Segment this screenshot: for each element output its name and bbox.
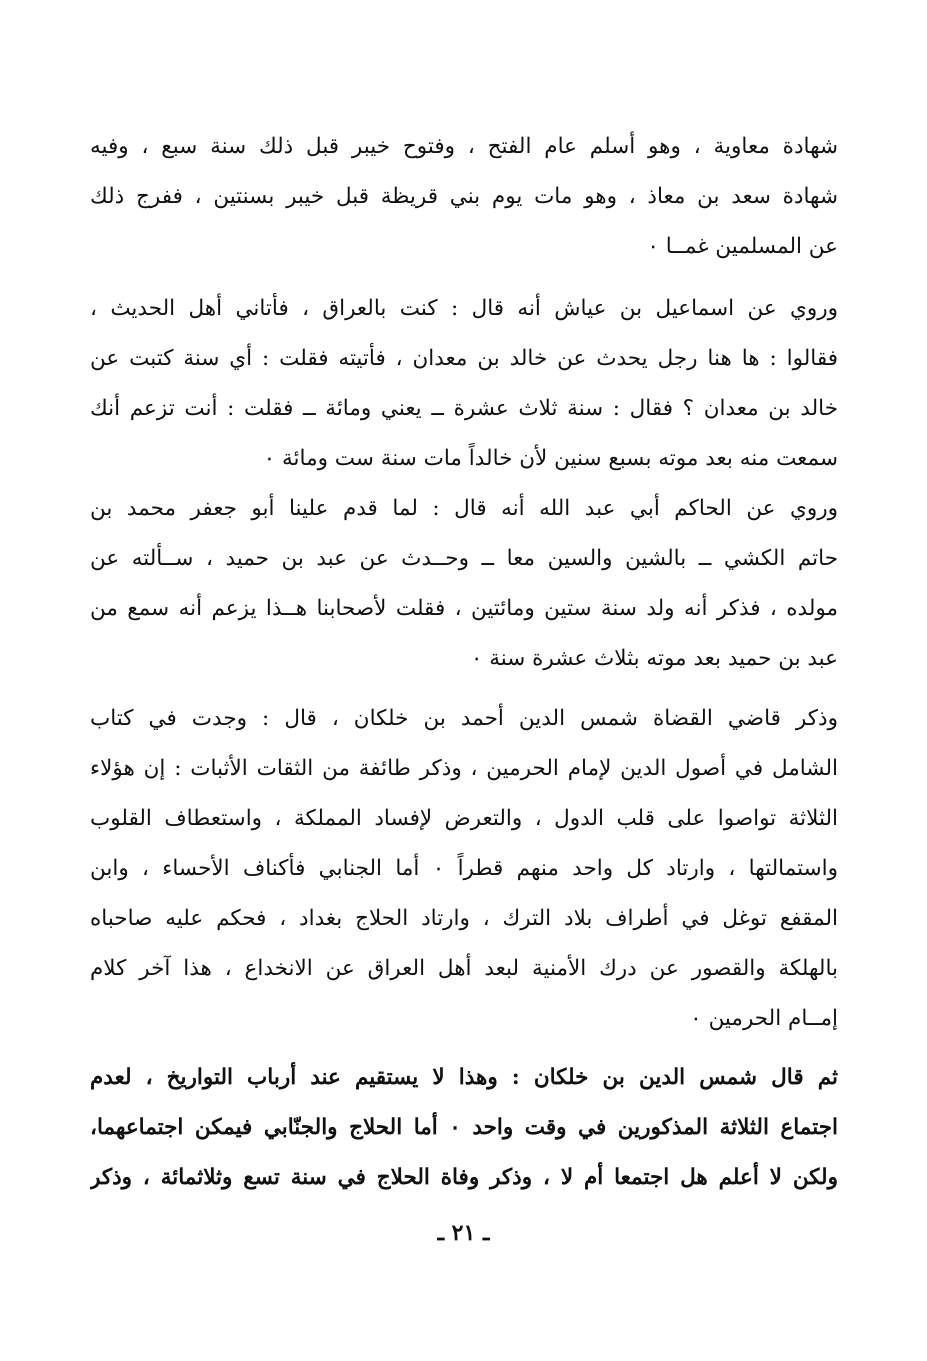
paragraph-2 (90, 284, 838, 484)
text-line: وذكر قاضي القضاة شمس الدين أحمد بن خلكان ، قال : وجدت في كتاب (90, 706, 838, 731)
paragraph-3 (90, 484, 838, 684)
page-number: ـ ٢١ ـ (437, 1220, 490, 1246)
paragraph-1 (90, 122, 838, 272)
text-line: الثلاثة تواصوا على قلب الدول ، والتعرض لإفساد المملكة ، واستعطاف القلوب (90, 806, 838, 831)
text-line: شهادة معاوية ، وهو أسلم عام الفتح ، وفتوح خيبر قبل ذلك سنة سبع ، وفيه (90, 134, 838, 159)
paragraph-4 (90, 694, 838, 1044)
paragraph-5 (90, 1053, 838, 1203)
text-line: اجتماع الثلاثة المذكورين في وقت واحد ٠ أما الحلاج والجنّابي فيمكن اجتماعهما، (90, 1115, 838, 1140)
text-line: ولكن لا أعلم هل اجتمعا أم لا ، وذكر وفاة الحلاج في سنة تسع وثلاثمائة ، وذكر (90, 1165, 838, 1190)
text-line: عن المسلمين غمــا ٠ (647, 234, 838, 259)
text-line: مولده ، فذكر أنه ولد سنة ستين ومائتين ، فقلت لأصحابنا هــذا يزعم أنه سمع من (90, 596, 838, 621)
text-line: حاتم الكشي ــ بالشين والسين معا ــ وحــدث عن عبد بن حميد ، ســألته عن (90, 546, 838, 571)
text-line: إمــام الحرمين ٠ (690, 1006, 838, 1031)
text-line: عبد بن حميد بعد موته بثلاث عشرة سنة ٠ (470, 646, 838, 671)
text-line: الشامل في أصول الدين لإمام الحرمين ، وذكر طائفة من الثقات الأثبات : إن هؤلاء (90, 756, 838, 781)
text-line: المقفع توغل في أطراف بلاد الترك ، وارتاد الحلاج بغداد ، فحكم عليه صاحباه (90, 906, 838, 931)
text-line: وروي عن اسماعيل بن عياش أنه قال : كنت بالعراق ، فأتاني أهل الحديث ، (90, 296, 838, 321)
text-line: خالد بن معدان ؟ فقال : سنة ثلاث عشرة ــ يعني ومائة ــ فقلت : أنت تزعم أنك (90, 396, 838, 421)
text-line: واستمالتها ، وارتاد كل واحد منهم قطراً ٠ أما الجنابي فأكناف الأحساء ، وابن (90, 856, 838, 881)
text-line: ثم قال شمس الدين بن خلكان : وهذا لا يستقيم عند أرباب التواريخ ، لعدم (90, 1065, 838, 1090)
text-line: وروي عن الحاكم أبي عبد الله أنه قال : لما قدم علينا أبو جعفر محمد بن (90, 496, 838, 521)
text-line: فقالوا : ها هنا رجل يحدث عن خالد بن معدان ، فأتيته فقلت : أي سنة كتبت عن (90, 346, 838, 371)
text-line: سمعت منه بعد موته بسبع سنين لأن خالداً مات سنة ست ومائة ٠ (263, 446, 838, 471)
text-line: شهادة سعد بن معاذ ، وهو مات يوم بني قريظة قبل خيبر بسنتين ، ففرج ذلك (90, 184, 838, 209)
text-line: بالهلكة والقصور عن درك الأمنية لبعد أهل العراق عن الانخداع ، هذا آخر كلام (90, 956, 838, 981)
